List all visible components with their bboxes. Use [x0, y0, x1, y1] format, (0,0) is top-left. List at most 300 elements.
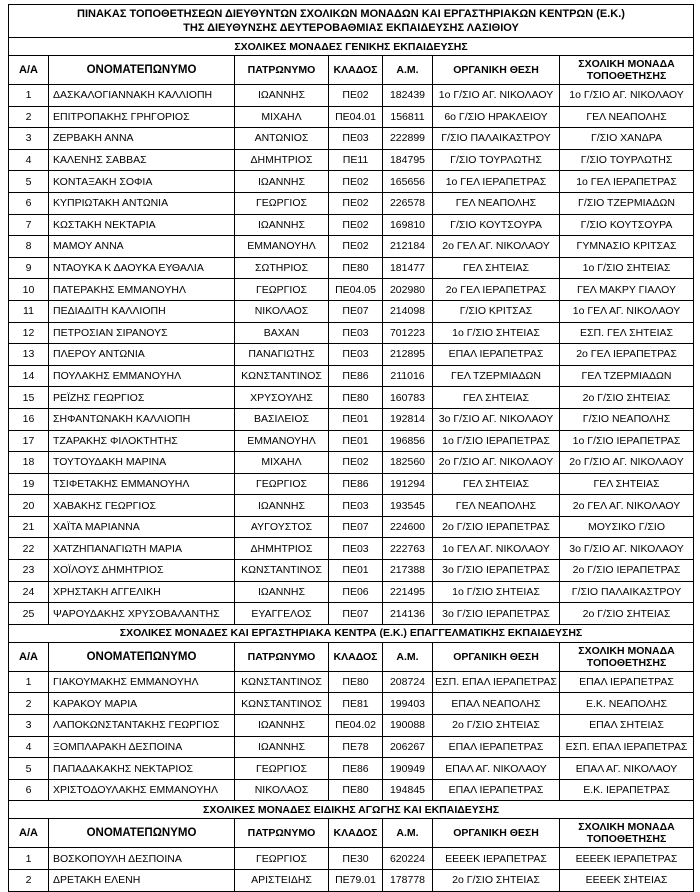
document-title — [9, 5, 694, 38]
organic-position: ΕΠΑΛ ΙΕΡΑΠΕΤΡΑΣ — [433, 779, 560, 801]
branch-code: ΠΕ07 — [329, 603, 383, 625]
full-name: ΖΕΡΒΑΚΗ ΑΝΝΑ — [49, 128, 235, 150]
organic-position: ΓΕΛ ΤΖΕΡΜΙΑΔΩΝ — [433, 365, 560, 387]
table-row — [9, 322, 694, 344]
placement-school: ΓΕΛ ΜΑΚΡΥ ΓΙΑΛΟΥ — [560, 279, 694, 301]
row-number: 6 — [9, 779, 49, 801]
table-row — [9, 106, 694, 128]
placement-school: 1ο Γ/ΣΙΟ ΑΓ. ΝΙΚΟΛΑΟΥ — [560, 85, 694, 107]
table-row — [9, 560, 694, 582]
table-row — [9, 387, 694, 409]
branch-code: ΠΕ07 — [329, 516, 383, 538]
organic-position: ΕΕΕΕΚ ΙΕΡΑΠΕΤΡΑΣ — [433, 848, 560, 870]
father-name: ΙΩΑΝΝΗΣ — [235, 715, 329, 737]
registry-number: 194845 — [383, 779, 433, 801]
registry-number: 169810 — [383, 214, 433, 236]
row-number: 17 — [9, 430, 49, 452]
header-am: Α.Μ. — [383, 56, 433, 85]
father-name: ΑΡΙΣΤΕΙΔΗΣ — [235, 870, 329, 892]
table-row — [9, 495, 694, 517]
placement-school: 2ο Γ/ΣΙΟ ΣΗΤΕΙΑΣ — [560, 603, 694, 625]
registry-number: 196856 — [383, 430, 433, 452]
placement-school: Γ/ΣΙΟ ΤΟΥΡΛΩΤΗΣ — [560, 149, 694, 171]
row-number: 12 — [9, 322, 49, 344]
registry-number: 217388 — [383, 560, 433, 582]
full-name: ΧΑΤΖΗΠΑΝΑΓΙΩΤΗ ΜΑΡΙΑ — [49, 538, 235, 560]
branch-code: ΠΕ02 — [329, 214, 383, 236]
father-name: ΓΕΩΡΓΙΟΣ — [235, 758, 329, 780]
table-row — [9, 603, 694, 625]
organic-position: ΕΣΠ. ΕΠΑΛ ΙΕΡΑΠΕΤΡΑΣ — [433, 671, 560, 693]
table-row — [9, 236, 694, 258]
registry-number: 182560 — [383, 452, 433, 474]
table-row — [9, 671, 694, 693]
registry-number: 620224 — [383, 848, 433, 870]
father-name: ΕΥΑΓΓΕΛΟΣ — [235, 603, 329, 625]
header-aa: Α/Α — [9, 819, 49, 848]
full-name: ΔΡΕΤΑΚΗ ΕΛΕΝΗ — [49, 870, 235, 892]
full-name: ΧΑΒΑΚΗΣ ΓΕΩΡΓΙΟΣ — [49, 495, 235, 517]
father-name: ΝΙΚΟΛΑΟΣ — [235, 779, 329, 801]
full-name: ΣΗΦΑΝΤΩΝΑΚΗ ΚΑΛΛΙΟΠΗ — [49, 408, 235, 430]
organic-position: 1ο ΓΕΛ ΑΓ. ΝΙΚΟΛΑΟΥ — [433, 538, 560, 560]
branch-code: ΠΕ80 — [329, 779, 383, 801]
father-name: ΓΕΩΡΓΙΟΣ — [235, 279, 329, 301]
placement-school: ΓΕΛ ΣΗΤΕΙΑΣ — [560, 473, 694, 495]
header-father: ΠΑΤΡΩΝΥΜΟ — [235, 642, 329, 671]
table-row — [9, 365, 694, 387]
full-name: ΒΟΣΚΟΠΟΥΛΗ ΔΕΣΠΟΙΝΑ — [49, 848, 235, 870]
branch-code: ΠΕ86 — [329, 365, 383, 387]
father-name: ΒΑΣΙΛΕΙΟΣ — [235, 408, 329, 430]
placement-school: ΕΕΕΕΚ ΣΗΤΕΙΑΣ — [560, 870, 694, 892]
placement-school: ΓΕΛ ΤΖΕΡΜΙΑΔΩΝ — [560, 365, 694, 387]
row-number: 13 — [9, 344, 49, 366]
registry-number: 181477 — [383, 257, 433, 279]
full-name: ΧΡΙΣΤΟΔΟΥΛΑΚΗΣ ΕΜΜΑΝΟΥΗΛ — [49, 779, 235, 801]
header-name: ΟΝΟΜΑΤΕΠΩΝΥΜΟ — [49, 819, 235, 848]
branch-code: ΠΕ02 — [329, 171, 383, 193]
row-number: 7 — [9, 214, 49, 236]
registry-number: 182439 — [383, 85, 433, 107]
placement-school: 1ο ΓΕΛ ΑΓ. ΝΙΚΟΛΑΟΥ — [560, 300, 694, 322]
header-school — [560, 819, 694, 848]
placement-school: ΕΠΑΛ ΣΗΤΕΙΑΣ — [560, 715, 694, 737]
branch-code: ΠΕ30 — [329, 848, 383, 870]
section-title-row — [9, 38, 694, 56]
header-school-line-1: ΣΧΟΛΙΚΗ ΜΟΝΑΔΑ — [578, 58, 675, 70]
table-row — [9, 758, 694, 780]
organic-position: 3ο Γ/ΣΙΟ ΙΕΡΑΠΕΤΡΑΣ — [433, 603, 560, 625]
registry-number: 184795 — [383, 149, 433, 171]
header-branch: ΚΛΑΔΟΣ — [329, 56, 383, 85]
header-organic: ΟΡΓΑΝΙΚΗ ΘΕΣΗ — [433, 642, 560, 671]
registry-number: 192814 — [383, 408, 433, 430]
document-page — [8, 4, 693, 892]
branch-code: ΠΕ03 — [329, 128, 383, 150]
registry-number: 214098 — [383, 300, 433, 322]
header-aa: Α/Α — [9, 56, 49, 85]
row-number: 4 — [9, 149, 49, 171]
row-number: 2 — [9, 106, 49, 128]
header-branch: ΚΛΑΔΟΣ — [329, 642, 383, 671]
placement-school: 2ο ΓΕΛ ΙΕΡΑΠΕΤΡΑΣ — [560, 344, 694, 366]
row-number: 1 — [9, 848, 49, 870]
branch-code: ΠΕ06 — [329, 581, 383, 603]
section-title: ΣΧΟΛΙΚΕΣ ΜΟΝΑΔΕΣ ΕΙΔΙΚΗΣ ΑΓΩΓΗΣ ΚΑΙ ΕΚΠΑΙΔΕΥΣΗΣ — [9, 801, 694, 819]
full-name: ΡΕΪΖΗΣ ΓΕΩΡΓΙΟΣ — [49, 387, 235, 409]
organic-position: Γ/ΣΙΟ ΠΑΛΑΙΚΑΣΤΡΟΥ — [433, 128, 560, 150]
registry-number: 156811 — [383, 106, 433, 128]
full-name: ΓΙΑΚΟΥΜΑΚΗΣ ΕΜΜΑΝΟΥΗΛ — [49, 671, 235, 693]
placement-school: ΕΠΑΛ ΙΕΡΑΠΕΤΡΑΣ — [560, 671, 694, 693]
row-number: 19 — [9, 473, 49, 495]
full-name: ΠΕΤΡΟΣΙΑΝ ΣΙΡΑΝΟΥΣ — [49, 322, 235, 344]
full-name: ΤΣΙΦΕΤΑΚΗΣ ΕΜΜΑΝΟΥΗΛ — [49, 473, 235, 495]
section-title: ΣΧΟΛΙΚΕΣ ΜΟΝΑΔΕΣ ΚΑΙ ΕΡΓΑΣΤΗΡΙΑΚΑ ΚΕΝΤΡΑ (Ε.Κ.) ΕΠΑΓΓΕΛΜΑΤΙΚΗΣ ΕΚΠΑΙΔΕΥΣΗΣ — [9, 624, 694, 642]
organic-position: ΓΕΛ ΣΗΤΕΙΑΣ — [433, 387, 560, 409]
placement-school: Γ/ΣΙΟ ΝΕΑΠΟΛΗΣ — [560, 408, 694, 430]
branch-code: ΠΕ04.02 — [329, 715, 383, 737]
section-title: ΣΧΟΛΙΚΕΣ ΜΟΝΑΔΕΣ ΓΕΝΙΚΗΣ ΕΚΠΑΙΔΕΥΣΗΣ — [9, 38, 694, 56]
branch-code: ΠΕ11 — [329, 149, 383, 171]
organic-position: ΓΕΛ ΣΗΤΕΙΑΣ — [433, 257, 560, 279]
father-name: ΚΩΝΣΤΑΝΤΙΝΟΣ — [235, 560, 329, 582]
registry-number: 206267 — [383, 736, 433, 758]
table-row — [9, 300, 694, 322]
row-number: 5 — [9, 758, 49, 780]
branch-code: ΠΕ86 — [329, 758, 383, 780]
father-name: ΔΗΜΗΤΡΙΟΣ — [235, 538, 329, 560]
registry-number: 214136 — [383, 603, 433, 625]
father-name: ΚΩΝΣΤΑΝΤΙΝΟΣ — [235, 671, 329, 693]
organic-position: 2ο Γ/ΣΙΟ ΣΗΤΕΙΑΣ — [433, 870, 560, 892]
father-name: ΕΜΜΑΝΟΥΗΛ — [235, 430, 329, 452]
header-branch: ΚΛΑΔΟΣ — [329, 819, 383, 848]
full-name: ΠΑΠΑΔΑΚΑΚΗΣ ΝΕΚΤΑΡΙΟΣ — [49, 758, 235, 780]
full-name: ΚΑΡΑΚΟΥ ΜΑΡΙΑ — [49, 693, 235, 715]
father-name: ΕΜΜΑΝΟΥΗΛ — [235, 236, 329, 258]
placement-school: Γ/ΣΙΟ ΚΟΥΤΣΟΥΡΑ — [560, 214, 694, 236]
branch-code: ΠΕ79.01 — [329, 870, 383, 892]
branch-code: ΠΕ78 — [329, 736, 383, 758]
row-number: 4 — [9, 736, 49, 758]
registry-number: 211016 — [383, 365, 433, 387]
father-name: ΜΙΧΑΗΛ — [235, 452, 329, 474]
branch-code: ΠΕ02 — [329, 192, 383, 214]
section-title-row — [9, 801, 694, 819]
header-school — [560, 642, 694, 671]
table-row — [9, 516, 694, 538]
header-school-line-1: ΣΧΟΛΙΚΗ ΜΟΝΑΔΑ — [578, 821, 675, 834]
full-name: ΝΤΑΟΥΚΑ Κ ΔΑΟΥΚΑ ΕΥΘΑΛΙΑ — [49, 257, 235, 279]
row-number: 1 — [9, 85, 49, 107]
header-father: ΠΑΤΡΩΝΥΜΟ — [235, 56, 329, 85]
father-name: ΓΕΩΡΓΙΟΣ — [235, 473, 329, 495]
header-school-line-2: ΤΟΠΟΘΕΤΗΣΗΣ — [586, 833, 667, 846]
full-name: ΔΑΣΚΑΛΟΓΙΑΝΝΑΚΗ ΚΑΛΛΙΟΠΗ — [49, 85, 235, 107]
full-name: ΧΡΗΣΤΑΚΗ ΑΓΓΕΛΙΚΗ — [49, 581, 235, 603]
table-row — [9, 693, 694, 715]
branch-code: ΠΕ80 — [329, 387, 383, 409]
father-name: ΙΩΑΝΝΗΣ — [235, 171, 329, 193]
registry-number: 190949 — [383, 758, 433, 780]
header-am: Α.Μ. — [383, 642, 433, 671]
branch-code: ΠΕ02 — [329, 452, 383, 474]
placement-school: ΕΠΑΛ ΑΓ. ΝΙΚΟΛΑΟΥ — [560, 758, 694, 780]
title-line-1: ΠΙΝΑΚΑΣ ΤΟΠΟΘΕΤΗΣΕΩΝ ΔΙΕΥΘΥΝΤΩΝ ΣΧΟΛΙΚΩΝ ΜΟΝΑΔΩΝ ΚΑΙ ΕΡΓΑΣΤΗΡΙΑΚΩΝ ΚΕΝΤΡΩΝ (Ε.Κ.) — [77, 8, 625, 20]
organic-position: ΓΕΛ ΣΗΤΕΙΑΣ — [433, 473, 560, 495]
full-name: ΧΑΪΤΑ ΜΑΡΙΑΝΝΑ — [49, 516, 235, 538]
registry-number: 701223 — [383, 322, 433, 344]
father-name: ΙΩΑΝΝΗΣ — [235, 214, 329, 236]
table-row — [9, 848, 694, 870]
full-name: ΠΕΔΙΑΔΙΤΗ ΚΑΛΛΙΟΠΗ — [49, 300, 235, 322]
table-row — [9, 192, 694, 214]
registry-number: 178778 — [383, 870, 433, 892]
full-name: ΤΟΥΤΟΥΔΑΚΗ ΜΑΡΙΝΑ — [49, 452, 235, 474]
placement-school: 1ο ΓΕΛ ΙΕΡΑΠΕΤΡΑΣ — [560, 171, 694, 193]
father-name: ΠΑΝΑΓΙΩΤΗΣ — [235, 344, 329, 366]
registry-number: 193545 — [383, 495, 433, 517]
table-row — [9, 85, 694, 107]
row-number: 16 — [9, 408, 49, 430]
row-number: 21 — [9, 516, 49, 538]
placement-school: ΓΕΛ ΝΕΑΠΟΛΗΣ — [560, 106, 694, 128]
full-name: ΜΑΜΟΥ ΑΝΝΑ — [49, 236, 235, 258]
father-name: ΔΗΜΗΤΡΙΟΣ — [235, 149, 329, 171]
row-number: 18 — [9, 452, 49, 474]
organic-position: 2ο Γ/ΣΙΟ ΣΗΤΕΙΑΣ — [433, 715, 560, 737]
organic-position: ΓΕΛ ΝΕΑΠΟΛΗΣ — [433, 495, 560, 517]
branch-code: ΠΕ01 — [329, 408, 383, 430]
full-name: ΚΟΝΤΑΞΑΚΗ ΣΟΦΙΑ — [49, 171, 235, 193]
registry-number: 202980 — [383, 279, 433, 301]
father-name: ΓΕΩΡΓΙΟΣ — [235, 848, 329, 870]
father-name: ΚΩΝΣΤΑΝΤΙΝΟΣ — [235, 693, 329, 715]
organic-position: 2ο Γ/ΣΙΟ ΑΓ. ΝΙΚΟΛΑΟΥ — [433, 452, 560, 474]
registry-number: 165656 — [383, 171, 433, 193]
placement-school: 2ο Γ/ΣΙΟ ΑΓ. ΝΙΚΟΛΑΟΥ — [560, 452, 694, 474]
placement-school: Γ/ΣΙΟ ΤΖΕΡΜΙΑΔΩΝ — [560, 192, 694, 214]
organic-position: 1ο Γ/ΣΙΟ ΙΕΡΑΠΕΤΡΑΣ — [433, 430, 560, 452]
table-row — [9, 736, 694, 758]
father-name: ΙΩΑΝΝΗΣ — [235, 85, 329, 107]
table-row — [9, 257, 694, 279]
organic-position: 1ο Γ/ΣΙΟ ΣΗΤΕΙΑΣ — [433, 581, 560, 603]
placement-school: 1ο Γ/ΣΙΟ ΣΗΤΕΙΑΣ — [560, 257, 694, 279]
full-name: ΕΠΙΤΡΟΠΑΚΗΣ ΓΡΗΓΟΡΙΟΣ — [49, 106, 235, 128]
header-organic: ΟΡΓΑΝΙΚΗ ΘΕΣΗ — [433, 56, 560, 85]
placement-school: Γ/ΣΙΟ ΧΑΝΔΡΑ — [560, 128, 694, 150]
father-name: ΣΩΤΗΡΙΟΣ — [235, 257, 329, 279]
organic-position: 1ο Γ/ΣΙΟ ΣΗΤΕΙΑΣ — [433, 322, 560, 344]
organic-position: ΕΠΑΛ ΑΓ. ΝΙΚΟΛΑΟΥ — [433, 758, 560, 780]
placement-school: 2ο Γ/ΣΙΟ ΣΗΤΕΙΑΣ — [560, 387, 694, 409]
branch-code: ΠΕ01 — [329, 560, 383, 582]
full-name: ΠΟΥΛΑΚΗΣ ΕΜΜΑΝΟΥΗΛ — [49, 365, 235, 387]
branch-code: ΠΕ01 — [329, 430, 383, 452]
full-name: ΠΛΕΡΟΥ ΑΝΤΩΝΙΑ — [49, 344, 235, 366]
branch-code: ΠΕ80 — [329, 671, 383, 693]
full-name: ΚΑΛΕΝΗΣ ΣΑΒΒΑΣ — [49, 149, 235, 171]
column-header-row — [9, 819, 694, 848]
placement-school: 3ο Γ/ΣΙΟ ΑΓ. ΝΙΚΟΛΑΟΥ — [560, 538, 694, 560]
header-school — [560, 56, 694, 85]
row-number: 23 — [9, 560, 49, 582]
placements-table — [8, 4, 694, 892]
organic-position: 2ο ΓΕΛ ΑΓ. ΝΙΚΟΛΑΟΥ — [433, 236, 560, 258]
row-number: 14 — [9, 365, 49, 387]
row-number: 6 — [9, 192, 49, 214]
row-number: 8 — [9, 236, 49, 258]
placement-school: ΜΟΥΣΙΚΟ Γ/ΣΙΟ — [560, 516, 694, 538]
organic-position: 1ο Γ/ΣΙΟ ΑΓ. ΝΙΚΟΛΑΟΥ — [433, 85, 560, 107]
organic-position: 3ο Γ/ΣΙΟ ΑΓ. ΝΙΚΟΛΑΟΥ — [433, 408, 560, 430]
father-name: ΓΕΩΡΓΙΟΣ — [235, 192, 329, 214]
father-name: ΒΑΧΑΝ — [235, 322, 329, 344]
registry-number: 212895 — [383, 344, 433, 366]
row-number: 22 — [9, 538, 49, 560]
organic-position: 6ο Γ/ΣΙΟ ΗΡΑΚΛΕΙΟΥ — [433, 106, 560, 128]
father-name: ΙΩΑΝΝΗΣ — [235, 736, 329, 758]
organic-position: 2ο ΓΕΛ ΙΕΡΑΠΕΤΡΑΣ — [433, 279, 560, 301]
placement-school: ΕΣΠ. ΓΕΛ ΣΗΤΕΙΑΣ — [560, 322, 694, 344]
header-school-line-1: ΣΧΟΛΙΚΗ ΜΟΝΑΔΑ — [578, 644, 675, 657]
organic-position: ΕΠΑΛ ΙΕΡΑΠΕΤΡΑΣ — [433, 344, 560, 366]
table-row — [9, 344, 694, 366]
header-am: Α.Μ. — [383, 819, 433, 848]
branch-code: ΠΕ86 — [329, 473, 383, 495]
organic-position: ΓΕΛ ΝΕΑΠΟΛΗΣ — [433, 192, 560, 214]
placement-school: Ε.Κ. ΙΕΡΑΠΕΤΡΑΣ — [560, 779, 694, 801]
table-row — [9, 408, 694, 430]
row-number: 10 — [9, 279, 49, 301]
full-name: ΨΑΡΟΥΔΑΚΗΣ ΧΡΥΣΟΒΑΛΑΝΤΗΣ — [49, 603, 235, 625]
header-name: ΟΝΟΜΑΤΕΠΩΝΥΜΟ — [49, 56, 235, 85]
full-name: ΠΑΤΕΡΑΚΗΣ ΕΜΜΑΝΟΥΗΛ — [49, 279, 235, 301]
header-name: ΟΝΟΜΑΤΕΠΩΝΥΜΟ — [49, 642, 235, 671]
registry-number: 212184 — [383, 236, 433, 258]
placement-school: Γ/ΣΙΟ ΠΑΛΑΙΚΑΣΤΡΟΥ — [560, 581, 694, 603]
organic-position: ΕΠΑΛ ΙΕΡΑΠΕΤΡΑΣ — [433, 736, 560, 758]
full-name: ΚΥΠΡΙΩΤΑΚΗ ΑΝΤΩΝΙΑ — [49, 192, 235, 214]
organic-position: Γ/ΣΙΟ ΚΡΙΤΣΑΣ — [433, 300, 560, 322]
table-row — [9, 128, 694, 150]
placement-school: 2ο ΓΕΛ ΑΓ. ΝΙΚΟΛΑΟΥ — [560, 495, 694, 517]
header-organic: ΟΡΓΑΝΙΚΗ ΘΕΣΗ — [433, 819, 560, 848]
organic-position: 3ο Γ/ΣΙΟ ΙΕΡΑΠΕΤΡΑΣ — [433, 560, 560, 582]
branch-code: ΠΕ81 — [329, 693, 383, 715]
full-name: ΛΑΠΟΚΩΝΣΤΑΝΤΑΚΗΣ ΓΕΩΡΓΙΟΣ — [49, 715, 235, 737]
father-name: ΙΩΑΝΝΗΣ — [235, 581, 329, 603]
table-row — [9, 581, 694, 603]
table-row — [9, 779, 694, 801]
branch-code: ΠΕ04.05 — [329, 279, 383, 301]
table-row — [9, 171, 694, 193]
organic-position: Γ/ΣΙΟ ΤΟΥΡΛΩΤΗΣ — [433, 149, 560, 171]
organic-position: Γ/ΣΙΟ ΚΟΥΤΣΟΥΡΑ — [433, 214, 560, 236]
table-row — [9, 149, 694, 171]
full-name: ΧΟΪΛΟΥΣ ΔΗΜΗΤΡΙΟΣ — [49, 560, 235, 582]
table-row — [9, 430, 694, 452]
row-number: 9 — [9, 257, 49, 279]
registry-number: 191294 — [383, 473, 433, 495]
table-row — [9, 715, 694, 737]
section-title-row — [9, 624, 694, 642]
branch-code: ΠΕ03 — [329, 344, 383, 366]
branch-code: ΠΕ03 — [329, 322, 383, 344]
organic-position: 2ο Γ/ΣΙΟ ΙΕΡΑΠΕΤΡΑΣ — [433, 516, 560, 538]
branch-code: ΠΕ03 — [329, 538, 383, 560]
registry-number: 190088 — [383, 715, 433, 737]
branch-code: ΠΕ03 — [329, 495, 383, 517]
table-row — [9, 452, 694, 474]
row-number: 5 — [9, 171, 49, 193]
row-number: 25 — [9, 603, 49, 625]
registry-number: 222763 — [383, 538, 433, 560]
placement-school: ΕΣΠ. ΕΠΑΛ ΙΕΡΑΠΕΤΡΑΣ — [560, 736, 694, 758]
title-line-2: ΤΗΣ ΔΙΕΥΘΥΝΣΗΣ ΔΕΥΤΕΡΟΒΑΘΜΙΑΣ ΕΚΠΑΙΔΕΥΣΗΣ ΛΑΣΙΘΙΟΥ — [183, 22, 519, 34]
father-name: ΑΥΓΟΥΣΤΟΣ — [235, 516, 329, 538]
father-name: ΧΡΥΣΟΥΛΗΣ — [235, 387, 329, 409]
placement-school: Ε.Κ. ΝΕΑΠΟΛΗΣ — [560, 693, 694, 715]
placement-school: ΓΥΜΝΑΣΙΟ ΚΡΙΤΣΑΣ — [560, 236, 694, 258]
row-number: 24 — [9, 581, 49, 603]
organic-position: 1ο ΓΕΛ ΙΕΡΑΠΕΤΡΑΣ — [433, 171, 560, 193]
registry-number: 160783 — [383, 387, 433, 409]
table-row — [9, 473, 694, 495]
row-number: 1 — [9, 671, 49, 693]
row-number: 20 — [9, 495, 49, 517]
full-name: ΞΟΜΠΛΑΡΑΚΗ ΔΕΣΠΟΙΝΑ — [49, 736, 235, 758]
row-number: 3 — [9, 128, 49, 150]
full-name: ΚΩΣΤΑΚΗ ΝΕΚΤΑΡΙΑ — [49, 214, 235, 236]
header-school-line-2: ΤΟΠΟΘΕΤΗΣΗΣ — [586, 656, 667, 669]
header-father: ΠΑΤΡΩΝΥΜΟ — [235, 819, 329, 848]
registry-number: 221495 — [383, 581, 433, 603]
branch-code: ΠΕ04.01 — [329, 106, 383, 128]
organic-position: ΕΠΑΛ ΝΕΑΠΟΛΗΣ — [433, 693, 560, 715]
father-name: ΜΙΧΑΗΛ — [235, 106, 329, 128]
column-header-row — [9, 642, 694, 671]
branch-code: ΠΕ02 — [329, 85, 383, 107]
table-body — [9, 5, 694, 892]
header-aa: Α/Α — [9, 642, 49, 671]
row-number: 2 — [9, 693, 49, 715]
registry-number: 222899 — [383, 128, 433, 150]
placement-school: 2ο Γ/ΣΙΟ ΙΕΡΑΠΕΤΡΑΣ — [560, 560, 694, 582]
registry-number: 224600 — [383, 516, 433, 538]
table-row — [9, 279, 694, 301]
placement-school: 1ο Γ/ΣΙΟ ΙΕΡΑΠΕΤΡΑΣ — [560, 430, 694, 452]
row-number: 11 — [9, 300, 49, 322]
table-row — [9, 214, 694, 236]
column-header-row — [9, 56, 694, 85]
registry-number: 208724 — [383, 671, 433, 693]
placement-school: ΕΕΕΕΚ ΙΕΡΑΠΕΤΡΑΣ — [560, 848, 694, 870]
row-number: 2 — [9, 870, 49, 892]
table-row — [9, 870, 694, 892]
row-number: 3 — [9, 715, 49, 737]
branch-code: ΠΕ07 — [329, 300, 383, 322]
father-name: ΑΝΤΩΝΙΟΣ — [235, 128, 329, 150]
registry-number: 226578 — [383, 192, 433, 214]
branch-code: ΠΕ80 — [329, 257, 383, 279]
registry-number: 199403 — [383, 693, 433, 715]
father-name: ΙΩΑΝΝΗΣ — [235, 495, 329, 517]
row-number: 15 — [9, 387, 49, 409]
